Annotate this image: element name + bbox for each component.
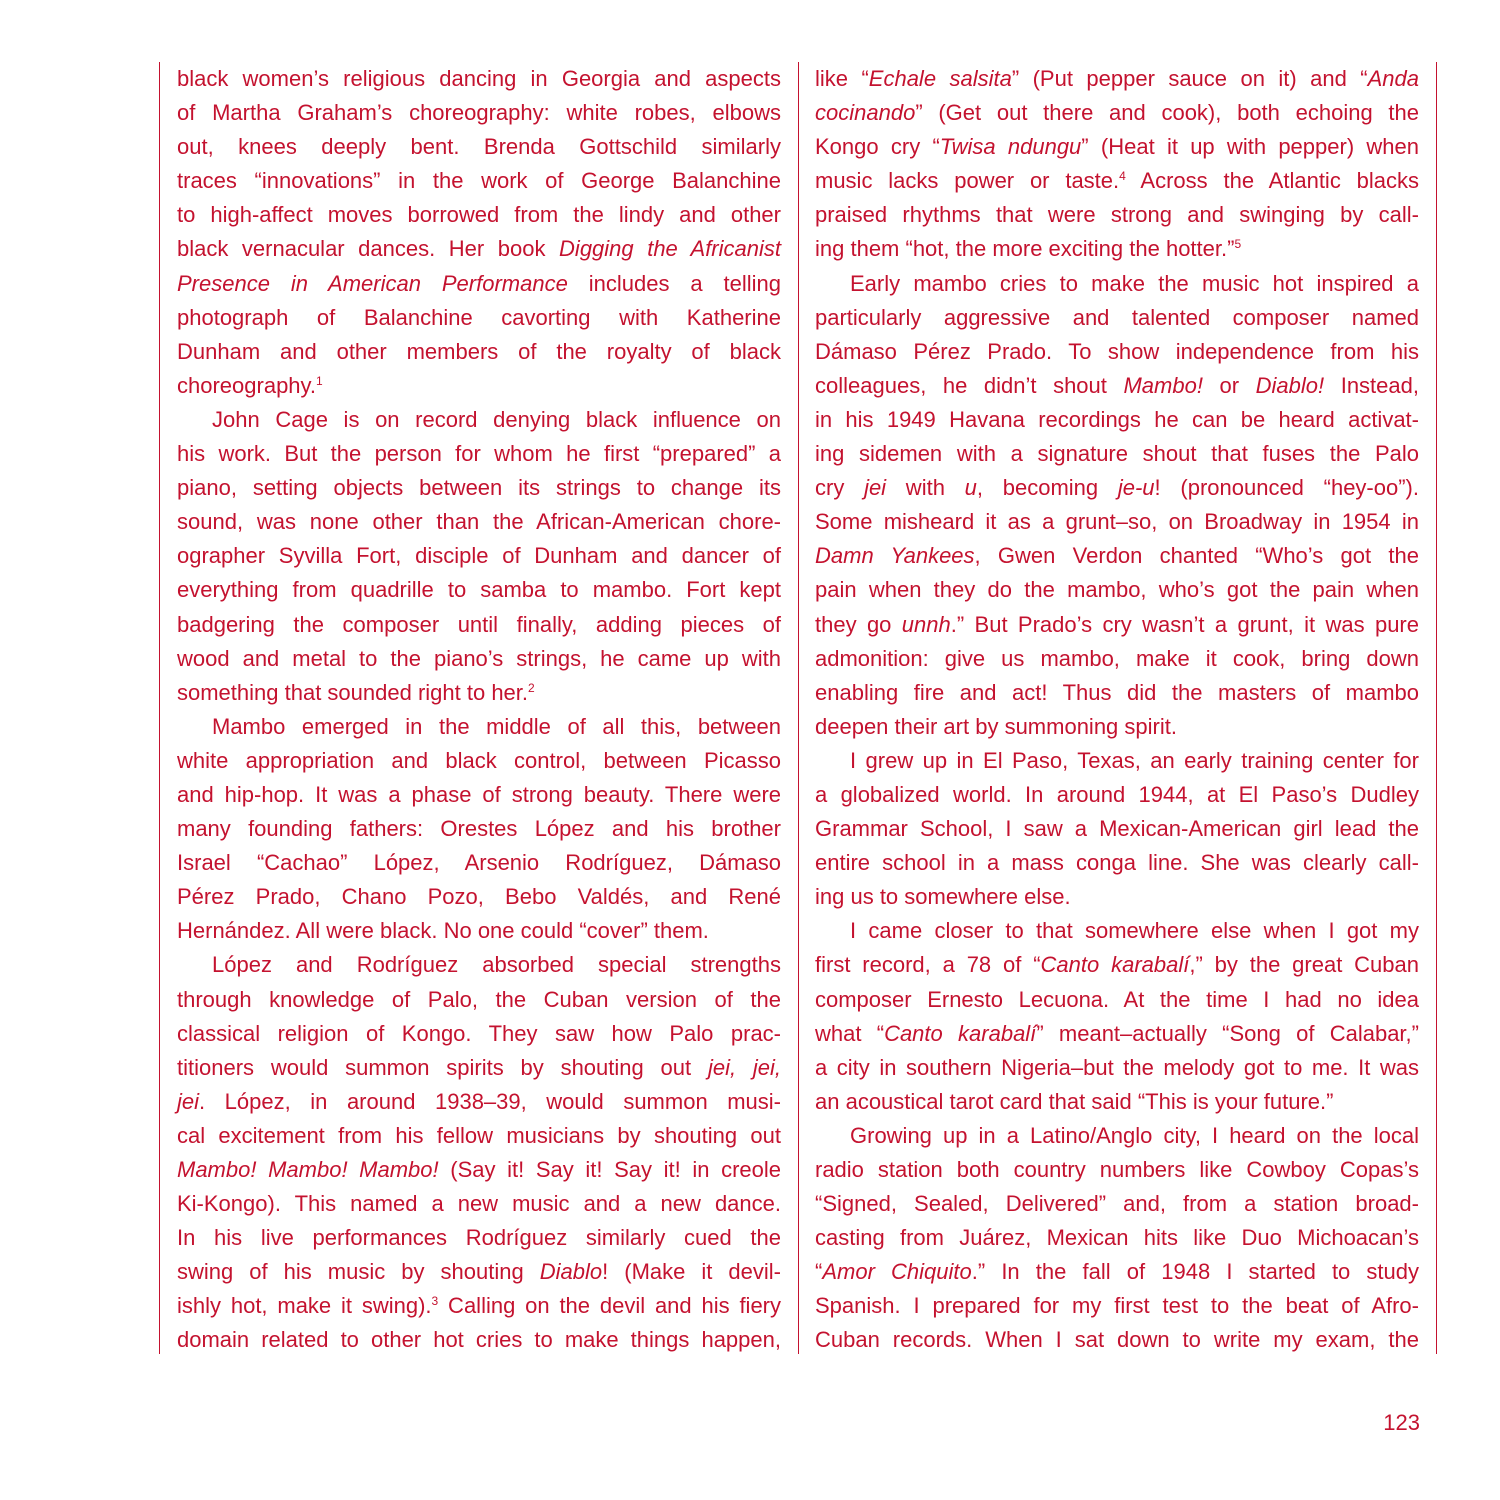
text-run: Dámaso Pérez Prado. To show independence from his xyxy=(815,338,1419,364)
italic-text-run: Twisa ndungu xyxy=(939,134,1082,160)
text-run: particularly aggressive and talented composer named xyxy=(815,304,1419,330)
text-run: classical religion of Kongo. They saw how Palo prac- xyxy=(177,1020,781,1046)
text-line xyxy=(177,1051,781,1085)
text-run: John Cage is on record denying black influence on xyxy=(212,406,781,432)
text-run: enabling fire and act! Thus did the masters of mambo xyxy=(815,679,1419,705)
text-run: Across the Atlantic blacks xyxy=(1125,168,1419,194)
text-run: .” In the fall of 1948 I started to study xyxy=(971,1259,1420,1285)
text-run: ing sidemen with a signature shout that fuses the Palo xyxy=(815,441,1419,467)
text-line xyxy=(815,232,1419,266)
text-run: traces “innovations” in the work of George Balanchine xyxy=(177,168,781,194)
text-line xyxy=(177,1289,781,1323)
text-line xyxy=(815,846,1419,880)
text-line xyxy=(177,880,781,914)
italic-text-run: jei xyxy=(177,1088,200,1114)
italic-text-run: Damn Yankees xyxy=(815,543,975,569)
text-run: . López, in around 1938–39, would summon musi- xyxy=(199,1088,781,1114)
text-run: Ki-Kongo). This named a new music and a new dance. xyxy=(177,1191,781,1217)
text-run: and hip-hop. It was a phase of strong beauty. There were xyxy=(177,781,781,807)
text-line xyxy=(815,369,1419,403)
text-run: piano, setting objects between its strings to change its xyxy=(177,475,781,501)
text-line xyxy=(177,403,781,437)
text-line xyxy=(815,505,1419,539)
text-line xyxy=(815,642,1419,676)
text-line xyxy=(177,1085,781,1119)
text-line xyxy=(815,914,1419,948)
text-line xyxy=(177,539,781,573)
text-run: wood and metal to the piano’s strings, he came up with xyxy=(177,645,781,671)
text-run: admonition: give us mambo, make it cook, bring down xyxy=(815,645,1419,671)
text-run: Pérez Prado, Chano Pozo, Bebo Valdés, and René xyxy=(177,884,781,910)
text-line xyxy=(815,948,1419,982)
text-line xyxy=(815,1119,1419,1153)
page-number: 123 xyxy=(1383,1410,1420,1435)
text-line xyxy=(177,164,781,198)
italic-text-run: Mambo! Mambo! Mambo! xyxy=(177,1157,439,1182)
text-run: badgering the composer until finally, adding pieces of xyxy=(177,611,781,637)
italic-text-run: Anda xyxy=(1367,66,1419,91)
text-line xyxy=(177,778,781,812)
text-line xyxy=(815,1153,1419,1187)
text-run: I grew up in El Paso, Texas, an early training center for xyxy=(850,747,1419,773)
italic-text-run: u xyxy=(964,475,977,501)
text-run: white appropriation and black control, between Picasso xyxy=(177,747,781,773)
text-line xyxy=(177,198,781,232)
text-run: (Say it! Say it! Say it! in creole xyxy=(438,1157,781,1182)
text-run: In his live performances Rodríguez similarly cued the xyxy=(177,1225,781,1251)
text-run: swing of his music by shouting xyxy=(177,1259,540,1285)
text-line xyxy=(177,1017,781,1051)
text-line xyxy=(815,608,1419,642)
italic-text-run: Echale salsita xyxy=(868,66,1012,91)
text-run: includes a telling xyxy=(567,270,781,296)
text-line xyxy=(177,301,781,335)
text-line xyxy=(815,1323,1419,1357)
text-run: cry xyxy=(815,475,865,501)
text-line xyxy=(177,812,781,846)
text-run: or xyxy=(1202,372,1256,398)
text-run: ishly hot, make it swing). xyxy=(177,1293,432,1319)
text-run: deepen their art by summoning spirit. xyxy=(815,713,1177,739)
text-line xyxy=(177,505,781,539)
italic-text-run: Diablo! xyxy=(1255,372,1325,398)
text-line xyxy=(177,573,781,607)
text-run: Kongo cry “ xyxy=(815,134,940,160)
text-run: entire school in a mass conga line. She was clearly call- xyxy=(815,850,1419,876)
text-run: .” But Prado’s cry wasn’t a grunt, it was pure xyxy=(950,611,1419,637)
right-margin-rule xyxy=(1436,62,1437,1354)
text-run: pain when they do the mambo, who’s got the pain when xyxy=(815,577,1419,603)
text-line xyxy=(177,130,781,164)
text-line xyxy=(177,710,781,744)
text-line xyxy=(815,539,1419,573)
text-run: , Gwen Verdon chanted “Who’s got the xyxy=(974,543,1419,569)
text-line xyxy=(815,778,1419,812)
text-line xyxy=(177,983,781,1017)
text-run: ” (Put pepper sauce on it) and “ xyxy=(1011,66,1368,91)
text-run: Early mambo cries to make the music hot inspired a xyxy=(850,270,1419,296)
text-line xyxy=(177,96,781,130)
text-run: Calling on the devil and his fiery xyxy=(438,1293,782,1319)
left-margin-rule xyxy=(159,62,160,1354)
text-run: an acoustical tarot card that said “This is your future.” xyxy=(815,1088,1334,1114)
italic-text-run: Mambo! xyxy=(1123,372,1203,398)
text-run: choreography. xyxy=(177,372,317,398)
text-run: a globalized world. In around 1944, at El Paso’s Dudley xyxy=(815,781,1419,807)
text-line xyxy=(815,1255,1419,1289)
text-line xyxy=(815,744,1419,778)
text-line xyxy=(177,471,781,505)
right-text-column xyxy=(815,62,1419,1358)
text-line xyxy=(815,1187,1419,1221)
text-run: to high-affect moves borrowed from the lindy and other xyxy=(177,202,781,228)
text-run: , becoming xyxy=(976,475,1118,501)
text-run: colleagues, he didn’t shout xyxy=(815,372,1124,398)
text-run: ing us to somewhere else. xyxy=(815,884,1071,910)
text-run: ” (Get out there and cook), both echoing the xyxy=(915,100,1419,126)
text-run: Instead, xyxy=(1324,372,1419,398)
text-run: what “ xyxy=(815,1020,885,1046)
text-run: many founding fathers: Orestes López and his brother xyxy=(177,816,781,842)
text-run: out, knees deeply bent. Brenda Gottschild similarly xyxy=(177,134,781,160)
italic-text-run: jei xyxy=(864,475,887,501)
text-run: Hernández. All were black. No one could “cover” them. xyxy=(177,918,709,944)
text-line xyxy=(815,676,1419,710)
text-run: everything from quadrille to samba to mambo. Fort kept xyxy=(177,577,781,603)
text-run: with xyxy=(886,475,965,501)
footnote-reference: 2 xyxy=(528,680,535,695)
text-line xyxy=(177,1221,781,1255)
text-run: ! (pronounced “hey-oo”). xyxy=(1154,475,1419,501)
text-line xyxy=(177,948,781,982)
text-run: ,” by the great Cuban xyxy=(1189,952,1419,978)
text-line xyxy=(815,710,1419,744)
text-line xyxy=(815,198,1419,232)
text-run: ographer Syvilla Fort, disciple of Dunham and dancer of xyxy=(177,543,781,569)
left-text-column xyxy=(177,62,781,1358)
text-run: black vernacular dances. Her book xyxy=(177,236,560,262)
text-line xyxy=(815,437,1419,471)
text-line xyxy=(177,335,781,369)
text-line xyxy=(815,403,1419,437)
text-line xyxy=(177,1119,781,1153)
footnote-reference: 5 xyxy=(1234,237,1242,252)
text-line xyxy=(177,369,781,403)
text-run: black women’s religious dancing in Georgia and aspects xyxy=(177,66,781,91)
italic-text-run: jei, jei, xyxy=(707,1054,782,1080)
text-line xyxy=(815,301,1419,335)
text-line xyxy=(815,1051,1419,1085)
text-line xyxy=(177,232,781,266)
text-run: ! (Make it devil- xyxy=(602,1259,781,1285)
text-run: casting from Juárez, Mexican hits like Duo Michoacan’s xyxy=(815,1225,1419,1251)
text-line xyxy=(177,62,781,96)
text-run: something that sounded right to her. xyxy=(177,679,529,705)
text-line xyxy=(815,335,1419,369)
text-line xyxy=(815,1289,1419,1323)
italic-text-run: Canto karabalí xyxy=(1040,952,1190,978)
text-run: domain related to other hot cries to make things happen, xyxy=(177,1327,781,1353)
italic-text-run: Digging the Africanist xyxy=(559,236,781,262)
text-line xyxy=(815,1017,1419,1051)
text-run: ing them “hot, the more exciting the hotter.” xyxy=(815,236,1235,262)
italic-text-run: Diablo xyxy=(539,1259,603,1285)
text-run: praised rhythms that were strong and swinging by call- xyxy=(815,202,1419,228)
column-divider-rule xyxy=(798,62,799,1354)
footnote-reference: 4 xyxy=(1119,169,1126,184)
text-run: Mambo emerged in the middle of all this, between xyxy=(212,713,781,739)
text-line xyxy=(177,267,781,301)
text-run: like “ xyxy=(815,66,869,91)
text-line xyxy=(177,642,781,676)
text-run: Growing up in a Latino/Anglo city, I heard on the local xyxy=(850,1122,1419,1148)
text-run: radio station both country numbers like Cowboy Copas’s xyxy=(815,1157,1419,1182)
italic-text-run: Presence in American Performance xyxy=(177,270,568,296)
text-line xyxy=(815,96,1419,130)
text-run: Spanish. I prepared for my first test to the beat of Afro- xyxy=(815,1293,1419,1319)
text-line xyxy=(815,164,1419,198)
text-run: ” meant–actually “Song of Calabar,” xyxy=(1036,1020,1419,1046)
text-run: Grammar School, I saw a Mexican-American girl lead the xyxy=(815,816,1419,842)
text-line xyxy=(815,62,1419,96)
text-run: his work. But the person for whom he first “prepared” a xyxy=(177,441,781,467)
text-run: photograph of Balanchine cavorting with Katherine xyxy=(177,304,781,330)
text-line xyxy=(177,1255,781,1289)
text-run: composer Ernesto Lecuona. At the time I had no idea xyxy=(815,986,1419,1012)
footnote-reference: 1 xyxy=(316,373,323,388)
italic-text-run: cocinando xyxy=(815,100,916,126)
text-run: in his 1949 Havana recordings he can be heard activat- xyxy=(815,406,1419,432)
text-run: they go xyxy=(815,611,902,637)
text-run: cal excitement from his fellow musicians by shouting out xyxy=(177,1122,781,1148)
text-line xyxy=(177,914,781,948)
text-run: titioners would summon spirits by shouting out xyxy=(177,1054,708,1080)
text-line xyxy=(815,471,1419,505)
text-run: music lacks power or taste. xyxy=(815,168,1120,194)
text-line xyxy=(177,846,781,880)
text-line xyxy=(177,1187,781,1221)
text-run: of Martha Graham’s choreography: white robes, elbows xyxy=(177,100,781,126)
text-line xyxy=(815,130,1419,164)
text-run: ” (Heat it up with pepper) when xyxy=(1081,134,1419,160)
text-line xyxy=(815,1221,1419,1255)
text-run: Dunham and other members of the royalty of black xyxy=(177,338,781,364)
text-run: a city in southern Nigeria–but the melody got to me. It was xyxy=(815,1054,1419,1080)
text-line xyxy=(177,1323,781,1357)
italic-text-run: je-u xyxy=(1117,475,1155,501)
text-run: sound, was none other than the African-American chore- xyxy=(177,509,781,535)
text-run: through knowledge of Palo, the Cuban version of the xyxy=(177,986,781,1012)
text-line xyxy=(177,1153,781,1187)
text-line xyxy=(177,608,781,642)
text-line xyxy=(815,983,1419,1017)
text-run: López and Rodríguez absorbed special strengths xyxy=(212,952,781,978)
italic-text-run: Canto karabalí xyxy=(884,1020,1037,1046)
text-line xyxy=(815,812,1419,846)
text-line xyxy=(815,880,1419,914)
italic-text-run: unnh xyxy=(901,611,951,637)
text-line xyxy=(815,267,1419,301)
text-run: Cuban records. When I sat down to write my exam, the xyxy=(815,1327,1419,1353)
italic-text-run: Amor Chiquito xyxy=(822,1259,972,1285)
text-run: “ xyxy=(815,1259,823,1285)
text-run: Israel “Cachao” López, Arsenio Rodríguez, Dámaso xyxy=(177,850,781,876)
text-run: Some misheard it as a grunt–so, on Broadway in 1954 in xyxy=(815,509,1419,535)
text-line xyxy=(177,744,781,778)
text-line xyxy=(815,573,1419,607)
text-run: “Signed, Sealed, Delivered” and, from a station broad- xyxy=(815,1191,1419,1217)
text-run: I came closer to that somewhere else when I got my xyxy=(850,918,1419,944)
text-line xyxy=(177,437,781,471)
text-line xyxy=(177,676,781,710)
footnote-reference: 3 xyxy=(431,1294,439,1309)
text-run: first record, a 78 of “ xyxy=(815,952,1041,978)
text-line xyxy=(815,1085,1419,1119)
